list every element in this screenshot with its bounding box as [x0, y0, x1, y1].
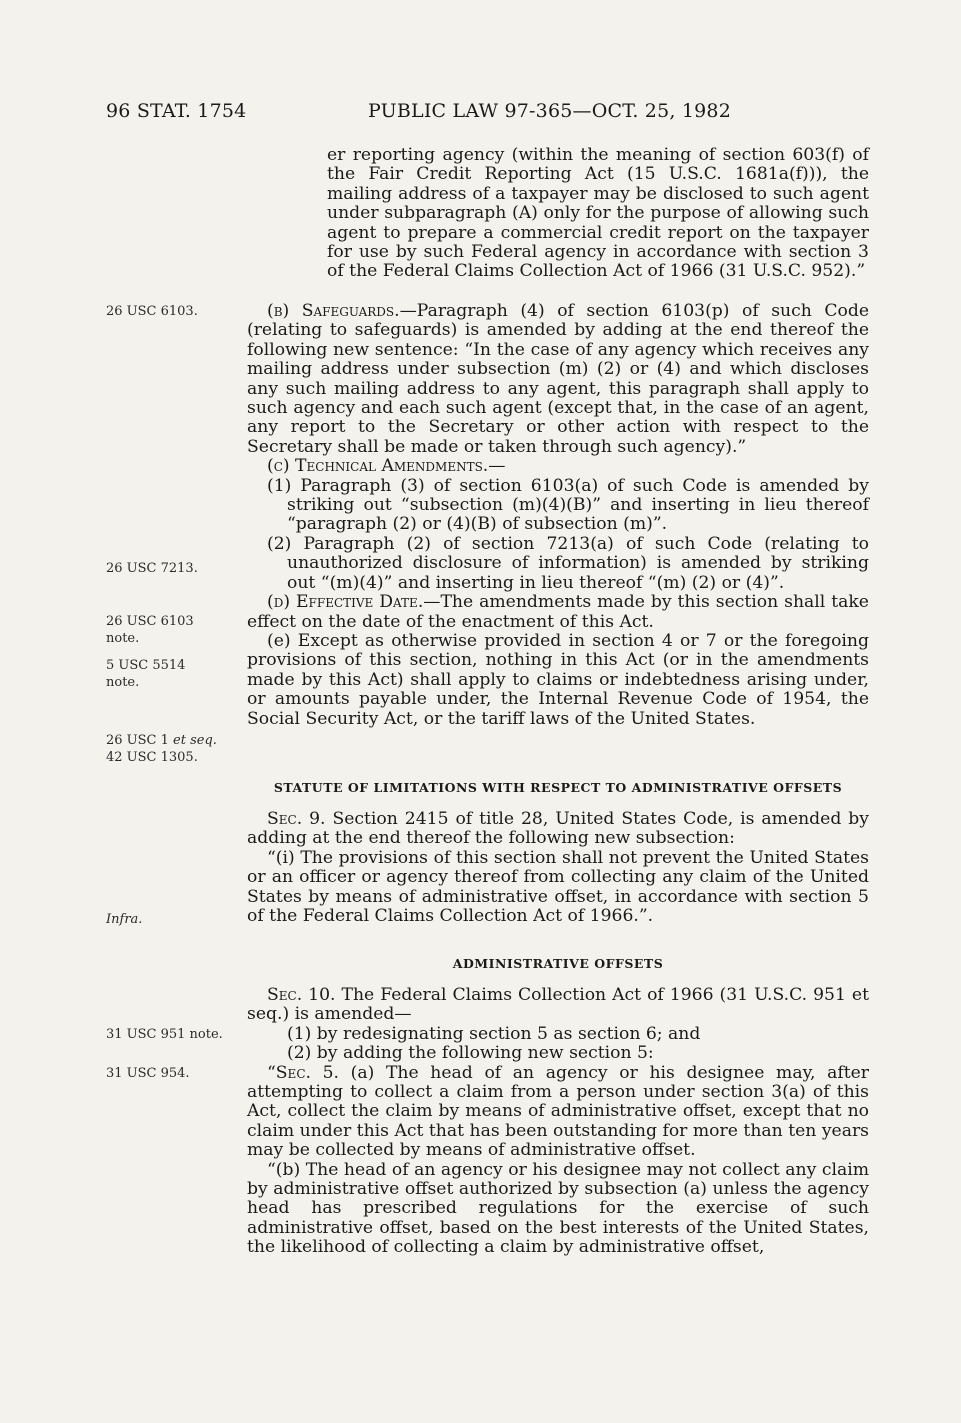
- subsection-e: (e) Except as otherwise provided in section 4 or 7 or the foregoing provisions of this section, nothing in this Act (or in the amendments made by this Act) shall apply to claims or indebtedness arising under, or amounts payable under, the Internal Revenue Code of 1954, the Social Security Act, or the tariff laws of the United States.: [247, 630, 869, 729]
- margin-note: 26 USC 7213.: [106, 561, 198, 576]
- section-heading: STATUTE OF LIMITATIONS WITH RESPECT TO ADMINISTRATIVE OFFSETS: [273, 780, 843, 795]
- clause-2: (2) by adding the following new section 5:: [287, 1043, 654, 1064]
- margin-note: Infra.: [106, 912, 143, 927]
- margin-note: 31 USC 954.: [106, 1066, 190, 1081]
- clause-c1: (1) Paragraph (3) of section 6103(a) of such Code is amended by striking out “subsection (m)(4)(B)” and inserting in lieu thereof “paragraph (2) or (4)(B) of subsection (m)”.: [267, 475, 869, 535]
- new-section-5b: “(b) The head of an agency or his designee may not collect any claim by administrative offset authorized by subsection (a) unless the agency head has prescribed regulations for the exercise of such administrative offset, based on the best interests of the United States, the likelihood of collecting a claim by administrative offset,: [247, 1159, 869, 1258]
- clause-1: (1) by redesignating section 5 as section 6; and: [287, 1023, 701, 1044]
- margin-note: 26 USC 1 et seq.: [106, 733, 217, 748]
- subsection-c: (c) Technical Amendments.—: [267, 456, 506, 477]
- section-body: [247, 302, 869, 729]
- public-law-title: PUBLIC LAW 97-365—OCT. 25, 1982: [368, 100, 732, 122]
- margin-note: 26 USC 6103: [106, 614, 194, 629]
- clause-c2: (2) Paragraph (2) of section 7213(a) of such Code (relating to unauthorized disclosure of information) is amended by striking out “(m)(4)” and inserting in lieu thereof “(m) (2) or (4)”.: [267, 533, 869, 593]
- subsection-i: “(i) The provisions of this section shall not prevent the United States or an officer or agency thereof from collecting any claim of the United States by means of administrative offset, in accordance with section 5 of the Federal Claims Collection Act of 1966.”.: [247, 847, 869, 927]
- continued-paragraph: er reporting agency (within the meaning of section 603(f) of the Fair Credit Reporting Act (15 U.S.C. 1681a(f))), the mailing address of a taxpayer may be disclosed to such agent under subparagraph (A) only for the purpose of allowing such agent to prepare a commercial credit report on the taxpayer for use by such Federal agency in accordance with section 3 of the Federal Claims Collection Act of 1966 (31 U.S.C. 952).”: [327, 145, 869, 282]
- section-9: Sec. 9. Section 2415 of title 28, United States Code, is amended by adding at the end thereof the following new subsection: “(i) The provisions of this section shall not prevent the United States or an officer or agency thereof from collecting any claim of the United States by means of administrative offset, in accordance with section 5 of the Federal Claims Collection Act of 1966.”.: [247, 809, 869, 927]
- margin-note: note.: [106, 631, 140, 646]
- subsection-d: (d) Effective Date.—The amendments made by this section shall take effect on the date of the enactment of this Act.: [247, 592, 869, 632]
- section-10: Sec. 10. The Federal Claims Collection Act of 1966 (31 U.S.C. 951 et seq.) is amended— (1) by redesignating section 5 as section 6; and (2) by adding the following new section 5: “Sec. 5. (a) The head of an agency or his designee may, after attempting to collect a claim from a person under section 3(a) of this Act, collect the claim by means of administrative offset, except that no claim under this Act that has been outstanding for more than ten years may be collected by means of administrative offset. “(b) The head of an agency or his designee may not collect any claim by administrative offset authorized by subsection (a) unless the agency head has prescribed regulations for the exercise of such administrative offset, based on the best interests of the United States, the likelihood of collecting a claim by administrative offset,: [247, 985, 870, 1258]
- stat-citation: 96 STAT. 1754: [106, 100, 247, 122]
- margin-note: 5 USC 5514: [106, 658, 186, 673]
- margin-note: note.: [106, 675, 140, 690]
- new-section-5a: “Sec. 5. (a) The head of an agency or his designee may, after attempting to collect a claim from a person under section 3(a) of this Act, collect the claim by means of administrative offset, except that no claim under this Act that has been outstanding for more than ten years may be collected by means of administrative offset.: [247, 1062, 870, 1161]
- margin-note: 42 USC 1305.: [106, 750, 198, 765]
- subsection-b: (b) Safeguards.—Paragraph (4) of section 6103(p) of such Code (relating to safeguards) is amended by adding at the end thereof the following new sentence: “In the case of any agency which receives any mailing address under subsection (m) (2) or (4) and which discloses any such mailing address to any agent, this paragraph shall apply to such agency and each such agent (except that, in the case of an agent, any report to the Secretary or other action with respect to the Secretary shall be made or taken through such agency).”: [247, 301, 869, 457]
- margin-note: 31 USC 951 note.: [106, 1027, 223, 1042]
- section-heading: ADMINISTRATIVE OFFSETS: [452, 956, 664, 971]
- margin-note: 26 USC 6103.: [106, 304, 198, 319]
